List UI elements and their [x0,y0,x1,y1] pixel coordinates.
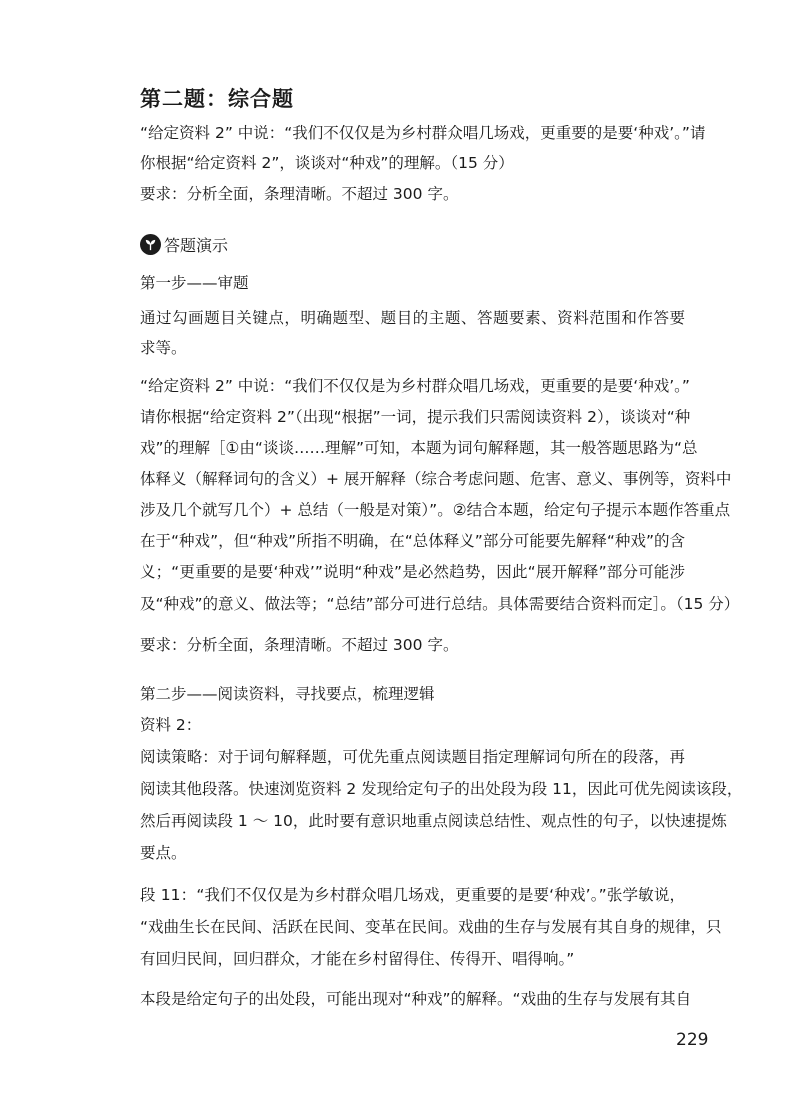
paragraph-line: 有回归民间，回归群众，才能在乡村留得住、传得开、唱得响。” [140,950,575,968]
paragraph-line: 涉及几个就写几个）+ 总结（一般是对策）”。②结合本题，给定句子提示本题作答重点 [140,501,731,519]
paragraph-line: 戏”的理解［①由“谈谈……理解”可知，本题为词句解释题，其一般答题思路为“总 [140,439,698,457]
paragraph-line: 要点。 [140,844,187,862]
paragraph-line: 本段是给定句子的出处段，可能出现对“种戏”的解释。“戏曲的生存与发展有其自 [140,990,692,1008]
paragraph-line: 阅读其他段落。快速浏览资料 2 发现给定句子的出处段为段 11，因此可优先阅读该段， [140,780,743,798]
question-line: “给定资料 2” 中说：“我们不仅仅是为乡村群众唱几场戏，更重要的是要‘种戏’。”请 [140,124,706,142]
paragraph-line: 段 11：“我们不仅仅是为乡村群众唱几场戏，更重要的是要‘种戏’。”张学敏说， [140,886,685,904]
section-heading [140,233,228,256]
paragraph-line: 然后再阅读段 1 ～ 10，此时要有意识地重点阅读总结性、观点性的句子，以快速提炼 [140,812,727,830]
paragraph-line: 求等。 [140,339,187,357]
paragraph-line: 阅读策略：对于词句解释题，可优先重点阅读题目指定理解词句所在的段落，再 [140,748,685,766]
paragraph-line: “给定资料 2” 中说：“我们不仅仅是为乡村群众唱几场戏，更重要的是要‘种戏’。” [140,377,690,395]
section-heading-label: 答题演示 [164,236,229,255]
leaf-icon [140,234,161,255]
paragraph-line: 请你根据“给定资料 2”（出现“根据”一词，提示我们只需阅读资料 2），谈谈对“种 [140,408,691,426]
question-line: 你根据“给定资料 2”，谈谈对“种戏”的理解。（15 分） [140,154,514,172]
paragraph-line: 体释义（解释词句的含义）+ 展开解释（综合考虑问题、危害、意义、事例等，资料中 [140,470,732,488]
paragraph-line: 通过勾画题目关键点，明确题型、题目的主题、答题要素、资料范围和作答要 [140,309,685,327]
requirement-text: 要求：分析全面，条理清晰。不超过 300 字。 [140,636,459,654]
question-requirement: 要求：分析全面，条理清晰。不超过 300 字。 [140,185,459,203]
paragraph-line: 在于“种戏”，但“种戏”所指不明确，在“总体释义”部分可能要先解释“种戏”的含 [140,532,685,550]
step-heading: 第一步——审题 [140,274,249,292]
page-title: 第二题：综合题 [140,87,294,111]
paragraph-line: 义；“更重要的是要‘种戏’”说明“种戏”是必然趋势，因此“展开解释”部分可能涉 [140,563,685,581]
material-label: 资料 2： [140,716,202,734]
paragraph-line: 及“种戏”的意义、做法等；“总结”部分可进行总结。具体需要结合资料而定］。（15 分） [140,595,740,613]
step-heading: 第二步——阅读资料，寻找要点，梳理逻辑 [140,685,435,703]
paragraph-line: “戏曲生长在民间、活跃在民间、变革在民间。戏曲的生存与发展有其自身的规律，只 [140,918,722,936]
page-number: 229 [676,1030,709,1050]
